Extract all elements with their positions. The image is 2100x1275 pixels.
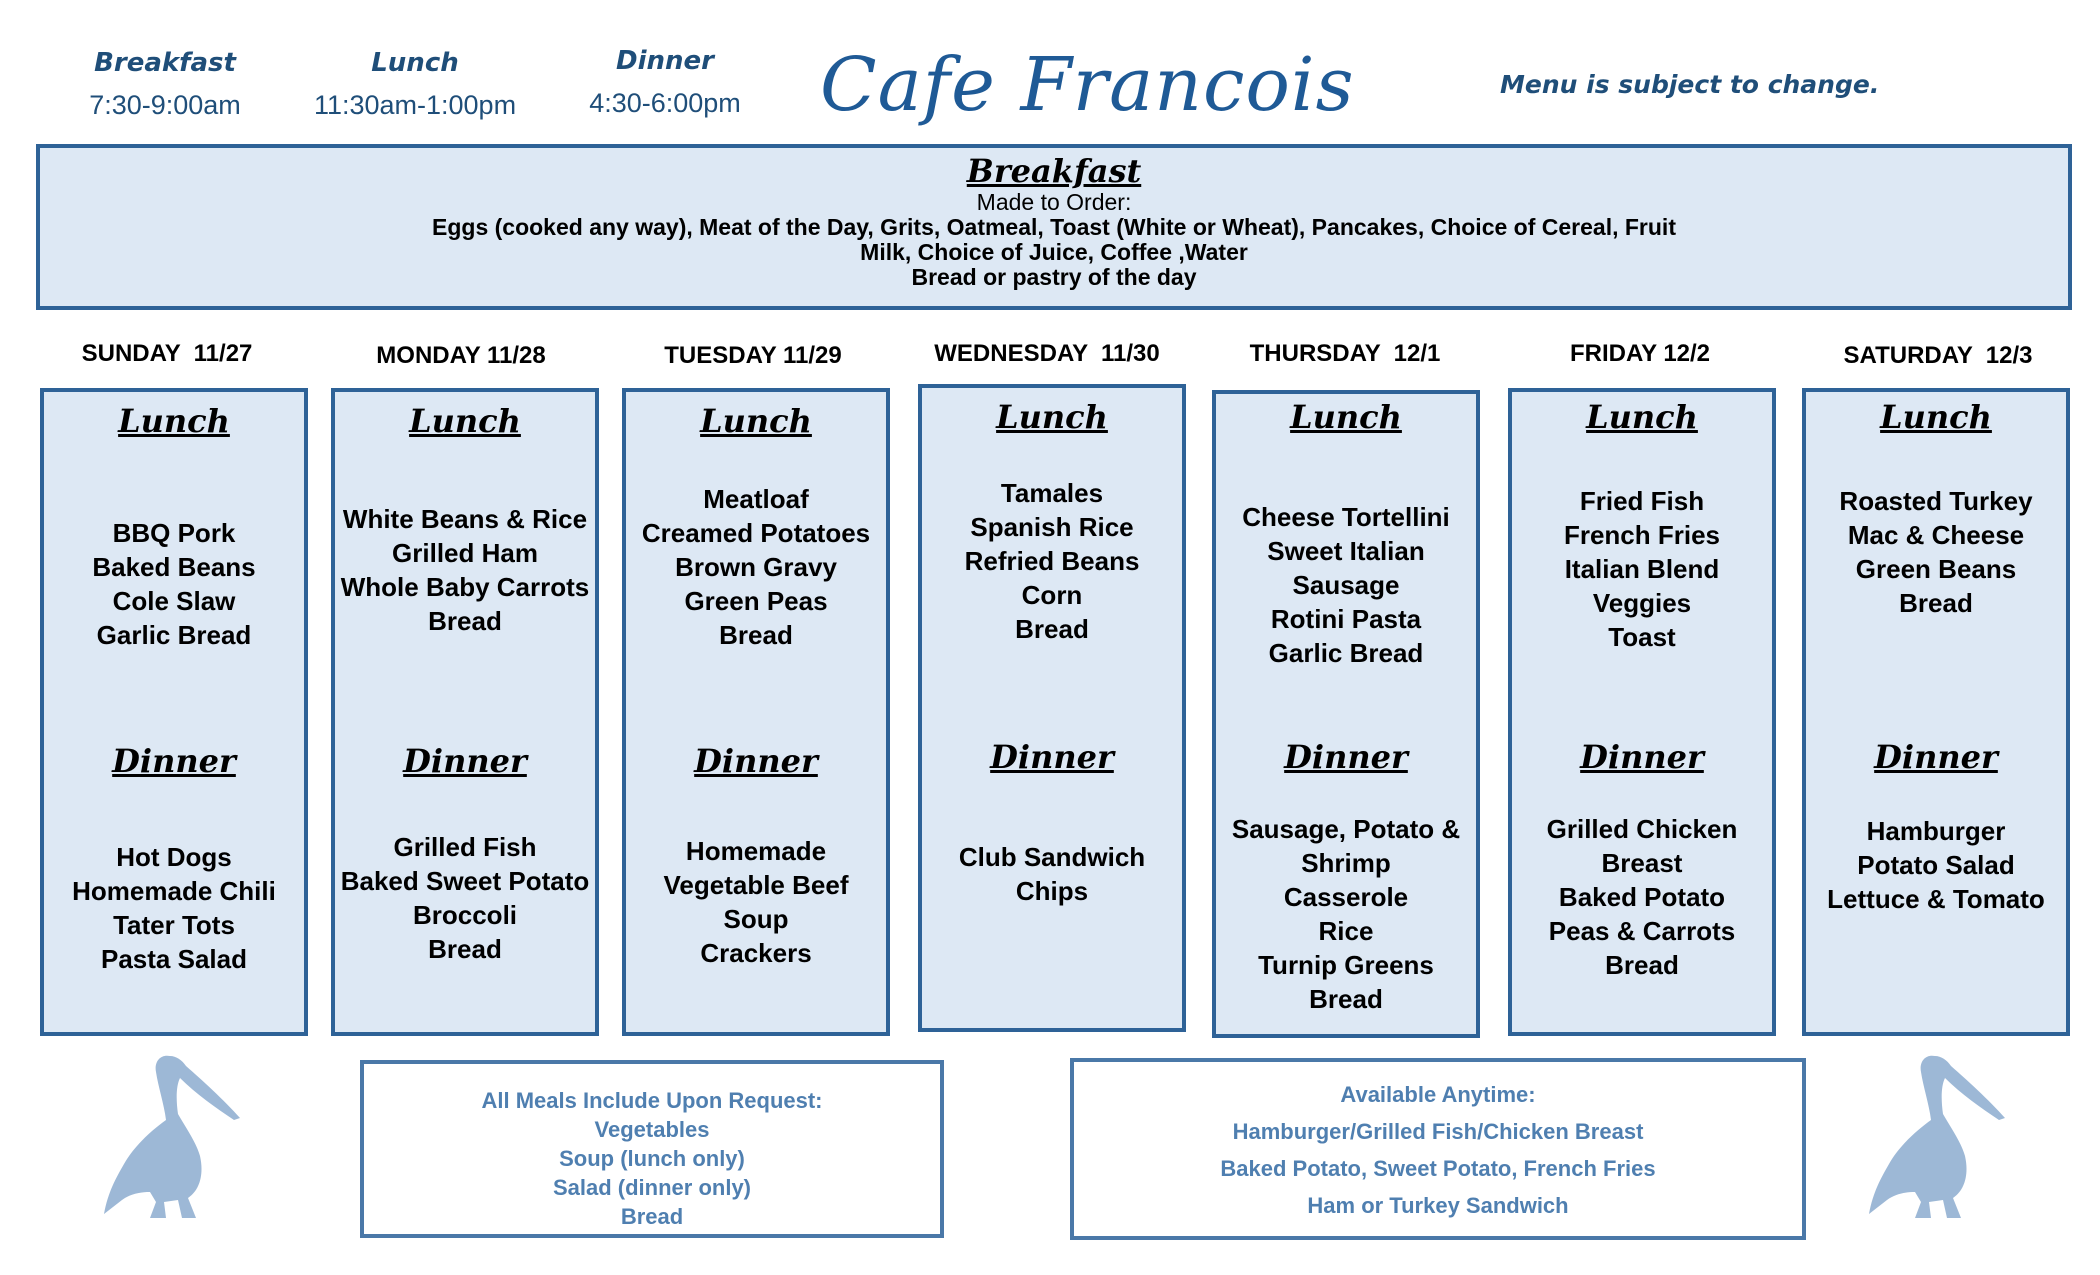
anytime-item: Hamburger/Grilled Fish/Chicken Breast: [1232, 1119, 1644, 1144]
breakfast-title: Breakfast: [966, 152, 1142, 190]
day-header-saturday: SATURDAY 12/3: [1843, 342, 2033, 369]
menu-item: Grilled Fish: [393, 832, 537, 862]
menu-item: Green Peas: [684, 586, 828, 616]
dinner-heading: Dinner: [1874, 738, 1998, 776]
lunch-items: [1806, 484, 2066, 620]
pelican-icon: [1865, 1050, 2015, 1220]
breakfast-line: Eggs (cooked any way), Meat of the Day, Grits, Oatmeal, Toast (White or Wheat), Pancakes, Choice of Cereal, Fruit: [432, 214, 1676, 240]
included-meals-box: [360, 1060, 944, 1238]
menu-item: Tater Tots: [113, 910, 235, 940]
lunch-hours-time: 11:30am-1:00pm: [313, 90, 517, 120]
menu-item: Broccoli: [412, 900, 518, 930]
menu-item: Brown Gravy: [675, 552, 837, 582]
menu-item: Hot Dogs: [116, 842, 232, 872]
menu-item: Spanish Rice: [970, 512, 1134, 542]
lunch-heading: Lunch: [118, 402, 230, 440]
day-header-wednesday: WEDNESDAY 11/30: [934, 340, 1160, 367]
menu-item: Turnip Greens: [1258, 950, 1434, 980]
menu-item: Soup: [723, 904, 789, 934]
menu-item: Club Sandwich: [958, 842, 1146, 872]
dinner-items: [44, 840, 304, 976]
menu-item: French Fries: [1563, 520, 1721, 550]
menu-item: Fried Fish: [1579, 486, 1705, 516]
lunch-heading: Lunch: [1880, 398, 1992, 436]
dinner-heading: Dinner: [112, 742, 236, 780]
day-header-tuesday: TUESDAY 11/29: [664, 342, 842, 369]
pelican-icon: [100, 1050, 250, 1220]
lunch-items: [626, 482, 886, 652]
menu-item: Bread: [1605, 950, 1679, 980]
menu-item: Homemade: [685, 836, 827, 866]
menu-item: Breast: [1601, 848, 1683, 878]
lunch-hours: [305, 48, 525, 121]
included-title: All Meals Include Upon Request:: [481, 1088, 823, 1113]
menu-item: Cole Slaw: [112, 586, 236, 616]
lunch-items: [1216, 500, 1476, 670]
menu-item: Bread: [1309, 984, 1383, 1014]
menu-item: Meatloaf: [703, 484, 809, 514]
menu-item: Whole Baby Carrots: [340, 572, 590, 602]
day-header-thursday: THURSDAY 12/1: [1249, 340, 1441, 367]
menu-item: Mac & Cheese: [1847, 520, 2025, 550]
day-column-wednesday: [918, 384, 1186, 1032]
menu-item: Garlic Bread: [96, 620, 252, 650]
dinner-heading: Dinner: [403, 742, 527, 780]
menu-item: Grilled Ham: [392, 538, 538, 568]
day-column-friday: [1508, 388, 1776, 1036]
lunch-hours-label: Lunch: [371, 48, 459, 78]
breakfast-hours-label: Breakfast: [94, 48, 236, 78]
menu-item: Refried Beans: [964, 546, 1140, 576]
menu-item: Green Beans: [1855, 554, 2017, 584]
day-header-friday: FRIDAY 12/2: [1569, 340, 1711, 367]
menu-item: Bread: [1899, 588, 1973, 618]
dinner-heading: Dinner: [694, 742, 818, 780]
menu-item: Baked Sweet Potato: [340, 866, 590, 896]
included-item: Soup (lunch only): [559, 1146, 745, 1171]
menu-item: Grilled Chicken: [1546, 814, 1738, 844]
dinner-heading: Dinner: [990, 738, 1114, 776]
menu-item: Rotini Pasta: [1270, 604, 1422, 634]
menu-item: Lettuce & Tomato: [1827, 884, 2045, 914]
dinner-hours-label: Dinner: [616, 46, 714, 76]
menu-item: Potato Salad: [1857, 850, 2015, 880]
dinner-items: [922, 840, 1182, 908]
lunch-items: [1512, 484, 1772, 654]
menu-item: Casserole: [1283, 882, 1409, 912]
breakfast-line: Bread or pastry of the day: [911, 264, 1197, 290]
dinner-items: [626, 834, 886, 970]
menu-item: Vegetable Beef: [663, 870, 849, 900]
menu-item: Baked Beans: [92, 552, 256, 582]
available-anytime-box: [1070, 1058, 1806, 1240]
dinner-heading: Dinner: [1580, 738, 1704, 776]
dinner-heading: Dinner: [1284, 738, 1408, 776]
anytime-title: Available Anytime:: [1340, 1082, 1536, 1107]
menu-item: Sausage: [1292, 570, 1400, 600]
breakfast-line: Milk, Choice of Juice, Coffee ,Water: [860, 239, 1248, 265]
menu-item: Italian Blend: [1564, 554, 1720, 584]
day-column-saturday: [1802, 388, 2070, 1036]
dinner-items: [1806, 814, 2066, 916]
menu-item: Tamales: [1000, 478, 1104, 508]
day-header-monday: MONDAY 11/28: [376, 342, 546, 369]
included-item: Vegetables: [594, 1117, 710, 1142]
lunch-heading: Lunch: [1290, 398, 1402, 436]
menu-item: Sweet Italian: [1267, 536, 1425, 566]
menu-item: Sausage, Potato &: [1231, 814, 1461, 844]
dinner-hours-time: 4:30-6:00pm: [589, 88, 741, 118]
dinner-items: [335, 830, 595, 966]
change-notice: Menu is subject to change.: [1500, 70, 1880, 99]
breakfast-hours-time: 7:30-9:00am: [89, 90, 241, 120]
menu-item: BBQ Pork: [112, 518, 236, 548]
menu-item: Veggies: [1592, 588, 1692, 618]
menu-item: White Beans & Rice: [342, 504, 588, 534]
menu-item: Crackers: [700, 938, 812, 968]
lunch-heading: Lunch: [409, 402, 521, 440]
menu-item: Shrimp: [1301, 848, 1391, 878]
menu-item: Chips: [1015, 876, 1089, 906]
menu-item: Roasted Turkey: [1839, 486, 2033, 516]
day-column-sunday: [40, 388, 308, 1036]
breakfast-box: [36, 144, 2072, 310]
anytime-item: Ham or Turkey Sandwich: [1307, 1193, 1569, 1218]
day-column-monday: [331, 388, 599, 1036]
menu-item: Bread: [428, 606, 502, 636]
menu-item: Hamburger: [1866, 816, 2006, 846]
dinner-items: [1512, 812, 1772, 982]
dinner-items: [1216, 812, 1476, 1016]
dinner-hours: [570, 46, 760, 119]
lunch-heading: Lunch: [996, 398, 1108, 436]
day-header-sunday: SUNDAY 11/27: [81, 340, 253, 367]
menu-item: Garlic Bread: [1268, 638, 1424, 668]
breakfast-made-to-order: Made to Order:: [976, 189, 1132, 215]
included-item: Bread: [620, 1204, 684, 1229]
lunch-items: [922, 476, 1182, 646]
breakfast-hours: [70, 48, 260, 121]
day-column-thursday: [1212, 390, 1480, 1038]
menu-item: Bread: [1015, 614, 1089, 644]
menu-item: Homemade Chili: [72, 876, 276, 906]
lunch-items: [335, 502, 595, 638]
menu-item: Toast: [1608, 622, 1676, 652]
menu-item: Pasta Salad: [101, 944, 247, 974]
menu-item: Creamed Potatoes: [641, 518, 871, 548]
page-title: Cafe Francois: [820, 42, 1355, 128]
included-item: Salad (dinner only): [552, 1175, 752, 1200]
menu-item: Peas & Carrots: [1548, 916, 1736, 946]
lunch-heading: Lunch: [1586, 398, 1698, 436]
menu-item: Corn: [1021, 580, 1083, 610]
lunch-items: [44, 516, 304, 652]
menu-item: Bread: [719, 620, 793, 650]
menu-item: Rice: [1318, 916, 1374, 946]
menu-item: Baked Potato: [1558, 882, 1726, 912]
anytime-item: Baked Potato, Sweet Potato, French Fries: [1220, 1156, 1656, 1181]
day-column-tuesday: [622, 388, 890, 1036]
lunch-heading: Lunch: [700, 402, 812, 440]
menu-item: Bread: [428, 934, 502, 964]
menu-item: Cheese Tortellini: [1242, 502, 1450, 532]
